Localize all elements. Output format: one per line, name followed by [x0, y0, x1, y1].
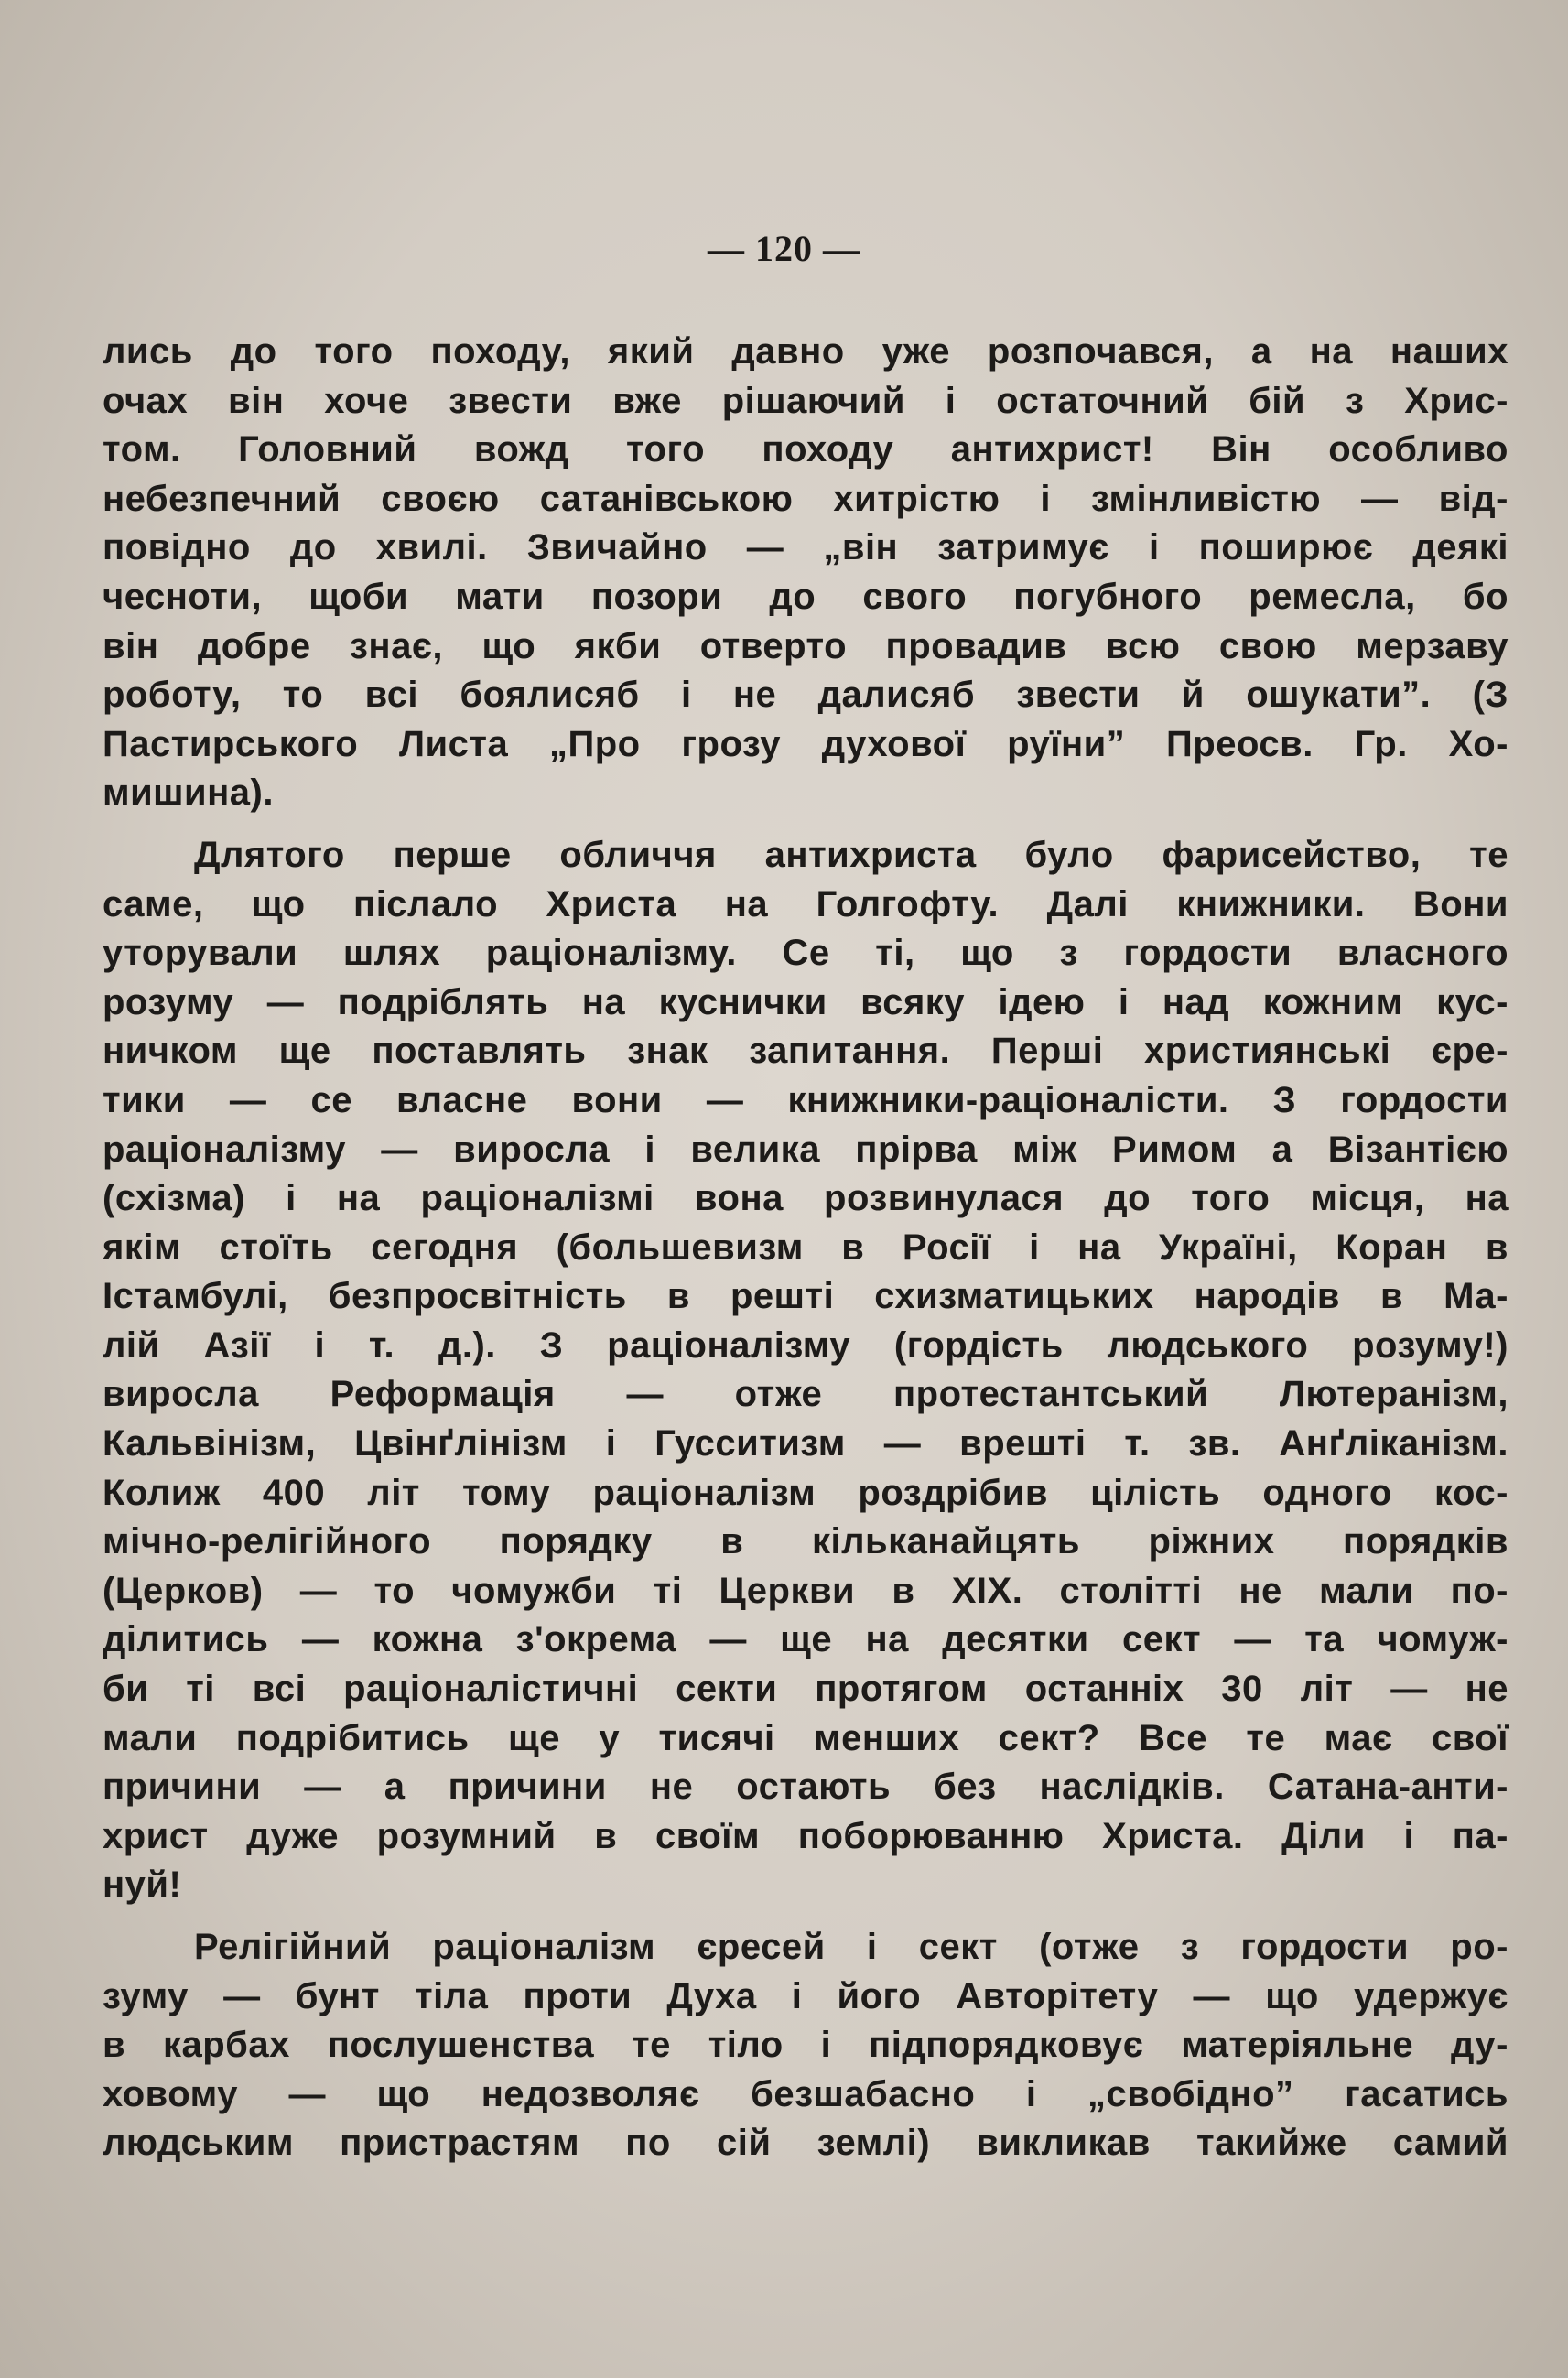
text-line: саме, що післало Христа на Голгофту. Далі книжники. Вони	[103, 883, 1509, 924]
text-line: (схізма) і на раціоналізмі вона розвинулася до того місця, на	[103, 1178, 1509, 1219]
text-line: роботу, то всі боялисяб і не далисяб звести й ошукати”. (З	[103, 675, 1509, 716]
text-line: би ті всі раціоналістичні секти протягом останніх 30 літ — не	[103, 1669, 1509, 1710]
text-line: небезпечний своєю сатанівською хитрістю і змінливістю — від-	[103, 478, 1509, 519]
text-line: мишина).	[103, 773, 274, 814]
text-line: Істамбулі, безпросвітність в решті схизматицьких народів в Ма-	[103, 1276, 1509, 1317]
text-line: виросла Реформація — отже протестантський Лютеранізм,	[103, 1374, 1509, 1415]
text-line: ничком ще поставлять знак запитання. Перші християнські єре-	[103, 1031, 1509, 1072]
text-line: ділитись — кожна з'окрема — ще на десятки сект — та чомуж-	[103, 1619, 1509, 1660]
text-line: повідно до хвилі. Звичайно — „він затримує і поширює деякі	[103, 527, 1509, 568]
page-number: — 120 —	[708, 228, 860, 269]
text-line: том. Головний вожд того походу антихрист! Він особливо	[103, 429, 1509, 470]
text-line: в карбах послушенства те тіло і підпорядковує матеріяльне ду-	[103, 2025, 1509, 2066]
text-line: Пастирського Листа „Про грозу духової руїни” Преосв. Гр. Хо-	[103, 723, 1509, 764]
text-line: раціоналізму — виросла і велика прірва між Римом а Візантією	[103, 1129, 1509, 1170]
text-line: очах він хоче звести вже рішаючий і остаточний бій з Хрис-	[103, 380, 1509, 421]
text-line: уторували шлях раціоналізму. Се ті, що з гордости власного	[103, 933, 1509, 974]
text-line: Длятого перше обличчя антихриста було фарисейство, те	[194, 834, 1509, 875]
text-line: тики — се власне вони — книжники-раціоналісти. З гордости	[103, 1079, 1509, 1120]
text-line: мічно-релігійного порядку в кільканайцять ріжних порядків	[103, 1521, 1509, 1562]
paragraph-1	[103, 328, 1509, 818]
text-line: нуй!	[103, 1865, 182, 1906]
text-line: мали подрібитись ще у тисячі менших сект? Все те має свої	[103, 1717, 1509, 1758]
text-line: причини — а причини не остають без наслідків. Сатана-анти-	[103, 1767, 1509, 1808]
text-line: Кальвінізм, Цвінґлінізм і Гусситизм — врешті т. зв. Анґліканізм.	[103, 1423, 1509, 1465]
text-line: христ дуже розумний в своїм поборюванню Христа. Діли і па-	[103, 1815, 1509, 1856]
body-text	[103, 328, 1509, 2168]
text-line: чесноти, щоби мати позори до свого погубного ремесла, бо	[103, 576, 1509, 617]
text-line: якім стоїть сегодня (большевизм в Росії і на Україні, Коран в	[103, 1227, 1509, 1268]
text-line: розуму — подріблять на куснички всяку ідею і над кожним кус-	[103, 981, 1509, 1022]
text-line: Релігійний раціоналізм єресей і сект (отже з гордости ро-	[194, 1927, 1509, 1967]
text-line: Колиж 400 літ тому раціоналізм роздрібив цілість одного кос-	[103, 1472, 1509, 1513]
paragraph-3	[103, 1923, 1509, 2168]
text-line: він добре знає, що якби отверто провадив всю свою мерзаву	[103, 625, 1509, 666]
text-line: лись до того походу, який давно уже розпочався, а на наших	[103, 331, 1509, 372]
text-line: лій Азії і т. д.). З раціоналізму (гордість людського розуму!)	[103, 1324, 1509, 1366]
text-line: людським пристрастям по сій землі) викликав такийже самий	[103, 2123, 1509, 2164]
text-line: зуму — бунт тіла проти Духа і його Авторітету — що удержує	[103, 1975, 1509, 2016]
text-line: ховому — що недозволяє безшабасно і „свобідно” гасатись	[103, 2073, 1509, 2114]
text-line: (Церков) — то чомужби ті Церкви в XIX. столітті не мали по-	[103, 1570, 1509, 1611]
paragraph-2	[103, 831, 1509, 1910]
